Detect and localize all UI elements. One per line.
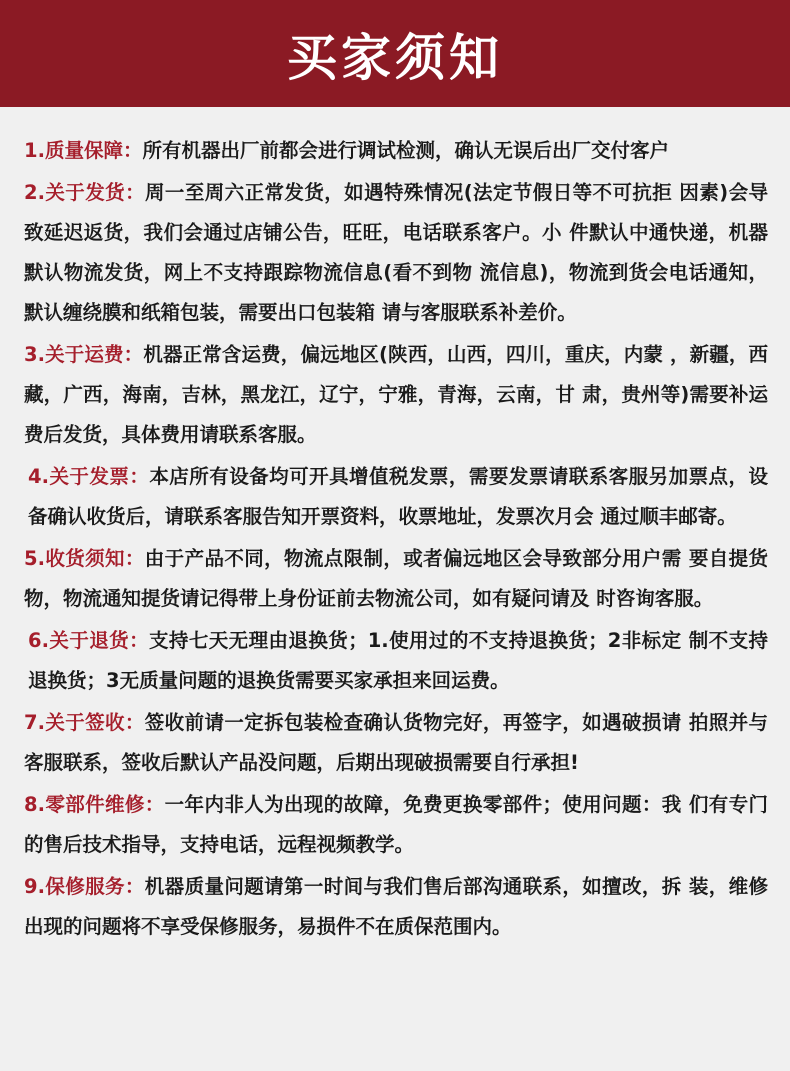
section-label: 6.关于退货：: [28, 629, 149, 652]
section-text: 所有机器出厂前都会进行调试检测，确认无误后出厂交付客户: [142, 139, 669, 162]
section-paragraph: [24, 335, 768, 455]
section-label: 4.关于发票：: [28, 465, 150, 488]
section-paragraph: [24, 785, 768, 865]
section-warranty: [24, 867, 768, 947]
section-text: 周一至周六正常发货，如遇特殊情况(法定节假日等不可抗拒 因素)会导致延迟返货，我们会通过店铺公告，旺旺，电话联系客户。小 件默认中通快递，机器默认物流发货，网上不支持跟踪物流信息(看不到物 流信息)，物流到货会电话通知，默认缠绕膜和纸箱包装，需要出口包装箱 请与客服联系补差价。: [24, 181, 768, 324]
section-paragraph: [24, 539, 768, 619]
section-shipping: [24, 173, 768, 333]
section-paragraph: [24, 867, 768, 947]
section-freight: [24, 335, 768, 455]
section-label: 9.保修服务：: [24, 875, 145, 898]
notice-content: [0, 107, 790, 947]
section-text: 签收前请一定拆包装检查确认货物完好，再签字，如遇破损请 拍照并与客服联系，签收后默认产品没问题，后期出现破损需要自行承担!: [24, 711, 768, 774]
section-text: 机器质量问题请第一时间与我们售后部沟通联系，如擅改，拆 装，维修出现的问题将不享受保修服务，易损件不在质保范围内。: [24, 875, 768, 938]
section-returns: [24, 621, 768, 701]
section-quality: [24, 131, 768, 171]
section-label: 5.收货须知：: [24, 547, 145, 570]
section-parts-repair: [24, 785, 768, 865]
section-label: 2.关于发货：: [24, 181, 145, 204]
section-label: 3.关于运费：: [24, 343, 144, 366]
section-invoice: [24, 457, 768, 537]
section-receiving: [24, 539, 768, 619]
section-label: 1.质量保障：: [24, 139, 143, 162]
section-text: 本店所有设备均可开具增值税发票，需要发票请联系客服另加票点，设备确认收货后，请联系客服告知开票资料，收票地址，发票次月会 通过顺丰邮寄。: [28, 465, 768, 528]
section-text: 机器正常含运费，偏远地区(陕西，山西，四川，重庆，内蒙 ，新疆，西藏，广西，海南，吉林，黑龙江，辽宁，宁雅，青海，云南，甘 肃，贵州等)需要补运费后发货，具体费用请联系客服。: [24, 343, 769, 446]
section-paragraph: [24, 173, 768, 333]
section-paragraph: [24, 703, 768, 783]
section-text: 一年内非人为出现的故障，免费更换零部件；使用问题：我 们有专门的售后技术指导，支持电话，远程视频教学。: [24, 793, 768, 856]
section-label: 7.关于签收：: [24, 711, 145, 734]
section-label: 8.零部件维修：: [24, 793, 165, 816]
page-header: [0, 0, 790, 107]
section-paragraph: [28, 621, 768, 701]
section-paragraph: [28, 457, 768, 537]
section-signing: [24, 703, 768, 783]
page-title: 买家须知: [287, 28, 503, 87]
section-text: 支持七天无理由退换货；1.使用过的不支持退换货；2非标定 制不支持退换货；3无质量问题的退换货需要买家承担来回运费。: [28, 629, 768, 692]
section-paragraph: [24, 131, 768, 171]
section-text: 由于产品不同，物流点限制，或者偏远地区会导致部分用户需 要自提货物，物流通知提货请记得带上身份证前去物流公司，如有疑问请及 时咨询客服。: [24, 547, 768, 610]
